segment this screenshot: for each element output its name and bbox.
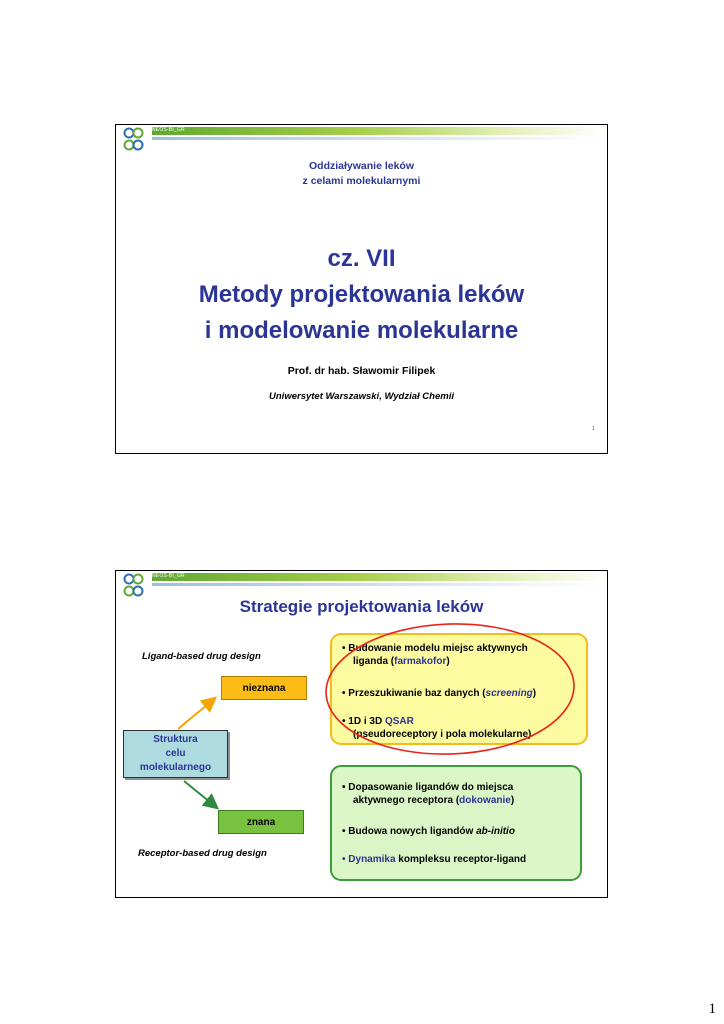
target-structure-line-3: molekularnego (139, 762, 212, 773)
course-subtitle-line-1: Oddziaływanie leków (308, 160, 415, 172)
receptor-method-dynamics: • Dynamika kompleksu receptor-ligand (342, 854, 527, 865)
target-structure-line-2: celu (165, 748, 186, 759)
logo-text: NEOS-BI_GR (152, 127, 185, 133)
slide-2 (115, 570, 608, 898)
slide-1 (115, 124, 608, 454)
header-accent-bar (152, 583, 607, 586)
neos-logo-icon (122, 573, 148, 599)
slide-number: 1 (591, 426, 595, 432)
ligand-based-label: Ligand-based drug design (142, 651, 261, 662)
receptor-method-ab-initio: • Budowa nowych ligandów ab-initio (342, 826, 515, 837)
target-structure-line-1: Struktura (153, 734, 198, 745)
target-structure-box (123, 730, 228, 778)
arrow-to-known (184, 781, 216, 807)
pharmacophore-line-2: liganda (farmakofor) (353, 656, 450, 667)
pharmacophore-line-1: • Budowanie modelu miejsc aktywnych (342, 643, 528, 654)
header-gradient-bar (152, 127, 607, 135)
ligand-methods-panel (330, 633, 588, 745)
unknown-structure-box: nieznana (221, 676, 307, 700)
header-accent-bar (152, 137, 607, 140)
docking-line-2: aktywnego receptora (dokowanie) (353, 795, 515, 806)
ligand-method-qsar (342, 715, 531, 741)
ligand-method-pharmacophore (342, 642, 528, 668)
qsar-line-1: • 1D i 3D QSAR (342, 716, 414, 727)
lecture-title (116, 241, 607, 349)
logo-text: NEOS-BI_GR (152, 573, 185, 579)
receptor-method-docking (342, 781, 514, 807)
lecture-title-line-2: Metody projektowania leków (198, 281, 525, 308)
receptor-methods-panel (330, 765, 582, 881)
receptor-based-label: Receptor-based drug design (138, 848, 267, 859)
docking-line-1: • Dopasowanie ligandów do miejsca (342, 782, 514, 793)
lecture-title-line-1: cz. VII (327, 245, 396, 272)
affiliation: Uniwersytet Warszawski, Wydział Chemii (269, 391, 454, 402)
known-structure-box: znana (218, 810, 304, 834)
ligand-method-screening: • Przeszukiwanie baz danych (screening) (342, 688, 537, 699)
arrow-to-unknown (178, 699, 214, 729)
lecture-title-line-3: i modelowanie molekularne (204, 317, 519, 344)
page-number: 1 (708, 1001, 716, 1017)
author: Prof. dr hab. Sławomir Filipek (287, 365, 436, 377)
qsar-line-2: (pseudoreceptory i pola molekularne) (353, 729, 532, 740)
course-subtitle-line-2: z celami molekularnymi (302, 175, 421, 187)
slide-title: Strategie projektowania leków (239, 597, 484, 616)
neos-logo-icon (122, 127, 148, 153)
course-subtitle (116, 159, 607, 189)
header-gradient-bar (152, 573, 607, 581)
